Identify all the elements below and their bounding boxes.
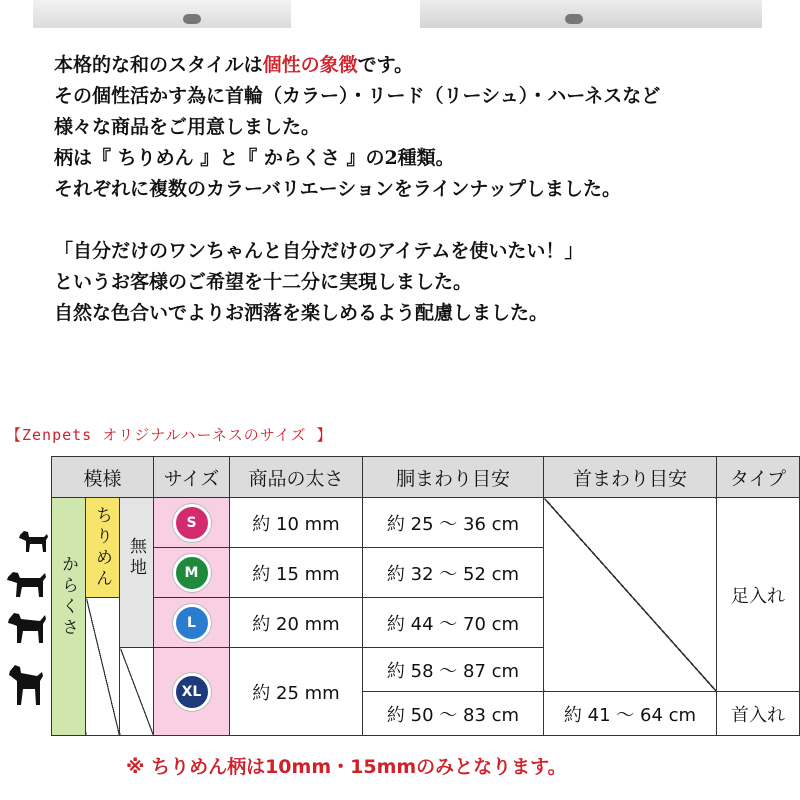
width-xl: 約 25 mm — [230, 648, 363, 736]
footnote: ※ ちりめん柄は10mm・15mmのみとなります。 — [126, 756, 567, 778]
dog-small-icon — [16, 525, 50, 555]
chest-l: 約 44 ～ 70 cm — [363, 598, 544, 648]
width-m: 約 15 mm — [230, 548, 363, 598]
header-neck: 首まわり目安 — [544, 457, 717, 498]
header-type: タイプ — [717, 457, 800, 498]
dog-silhouettes — [6, 525, 50, 707]
intro-line-1: 本格的な和のスタイルは個性の象徴です。 — [54, 54, 414, 76]
dog-large-icon — [6, 609, 48, 645]
dog-xlarge-icon — [6, 663, 46, 707]
size-s — [154, 498, 230, 548]
intro-line-5: それぞれに複数のカラーバリエーションをラインナップしました。 — [54, 178, 621, 200]
chest-xl-b: 約 50 ～ 83 cm — [363, 692, 544, 736]
size-table — [51, 456, 800, 736]
header-pattern: 模様 — [52, 457, 154, 498]
size-xl — [154, 648, 230, 736]
chest-m: 約 32 ～ 52 cm — [363, 548, 544, 598]
size-l — [154, 598, 230, 648]
intro-line-8: 自然な色合いでよりお洒落を楽しめるよう配慮しました。 — [54, 302, 549, 324]
intro-line-3: 様々な商品をご用意しました。 — [54, 116, 321, 138]
product-photo-right — [420, 0, 762, 28]
chest-s: 約 25 ～ 36 cm — [363, 498, 544, 548]
size-m — [154, 548, 230, 598]
header-size: サイズ — [154, 457, 230, 498]
width-l: 約 20 mm — [230, 598, 363, 648]
intro-line-2: その個性活かす為に首輪（カラー）・リード（リーシュ）・ハーネスなど — [54, 85, 661, 107]
header-width: 商品の太さ — [230, 457, 363, 498]
intro-text — [54, 50, 660, 329]
size-badge: XL — [173, 673, 211, 711]
product-photo-left — [33, 0, 291, 28]
dog-medium-icon — [6, 567, 48, 599]
pattern-karakusa: からくさ — [52, 498, 86, 736]
type-step-in: 足入れ — [717, 498, 800, 692]
muji-na — [120, 648, 154, 736]
width-s: 約 10 mm — [230, 498, 363, 548]
intro-line-6: 「自分だけのワンちゃんと自分だけのアイテムを使いたい！」 — [54, 240, 584, 262]
type-neck: 首入れ — [717, 692, 800, 736]
size-badge: L — [173, 604, 211, 642]
intro-line-4: 柄は『 ちりめん 』と『 からくさ 』の2種類。 — [54, 147, 455, 169]
pattern-chirimen: ちりめん — [86, 498, 120, 598]
chirimen-na — [86, 598, 120, 736]
neck-xl: 約 41 ～ 64 cm — [544, 692, 717, 736]
size-chart-title: 【Zenpets オリジナルハーネスのサイズ 】 — [6, 426, 333, 444]
header-chest: 胴まわり目安 — [363, 457, 544, 498]
size-badge: M — [173, 554, 211, 592]
neck-na — [544, 498, 717, 692]
highlight-text: 個性の象徴 — [262, 54, 358, 76]
pattern-muji: 無地 — [120, 498, 154, 648]
intro-line-7: というお客様のご希望を十二分に実現しました。 — [54, 271, 473, 293]
chest-xl-a: 約 58 ～ 87 cm — [363, 648, 544, 692]
size-badge: S — [173, 504, 211, 542]
